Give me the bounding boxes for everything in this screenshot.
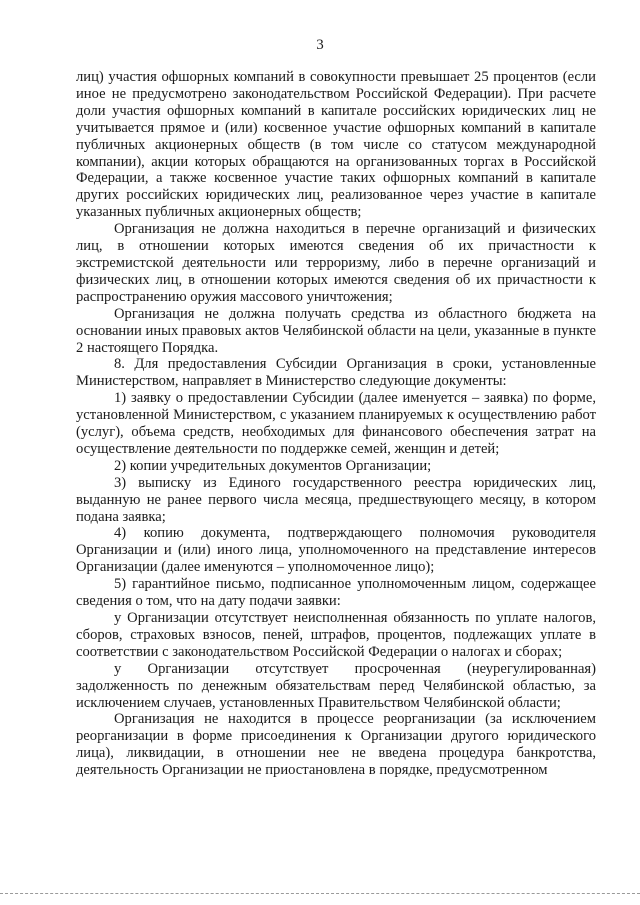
list-item: 4) копию документа, подтверждающего полномочия руководителя Организации и (или) иного лица, уполномоченного на представление интересов Организации (далее именуются – уполномоченное лицо); xyxy=(76,525,596,576)
paragraph: у Организации отсутствует просроченная (неурегулированная) задолженность по денежным обязательствам перед Челябинской областью, за исключением случаев, установленных Правительством Челябинской области; xyxy=(76,660,596,711)
list-item: 2) копии учредительных документов Организации; xyxy=(114,457,432,474)
page-bottom-divider xyxy=(0,893,640,894)
list-item: 5) гарантийное письмо, подписанное уполномоченным лицом, содержащее сведения о том, что на дату подачи заявки: xyxy=(76,576,596,610)
list-item: 1) заявку о предоставлении Субсидии (далее именуется – заявка) по форме, установленной Министерством, с указанием планируемых к осуществлению работ (услуг), объема средств, необходимых для финансового обеспечения затрат на осуществление деятельности по поддержке семей, женщин и детей; xyxy=(76,390,596,457)
paragraph: Организация не должна находиться в перечне организаций и физических лиц, в отношении которых имеются сведения об их причастности к экстремистской деятельности или терроризму, либо в перечне организаций и физических лиц, в отношении которых имеются сведения об их причастности к распространению оружия массового уничтожения; xyxy=(76,221,596,305)
paragraph: 8. Для предоставления Субсидии Организация в сроки, установленные Министерством, направляет в Министерство следующие документы: xyxy=(76,356,596,390)
paragraph: Организация не должна получать средства из областного бюджета на основании иных правовых актов Челябинской области на цели, указанные в пункте 2 настоящего Порядка. xyxy=(76,305,596,356)
page-number: 3 xyxy=(316,37,324,53)
paragraph: у Организации отсутствует неисполненная обязанность по уплате налогов, сборов, страховых взносов, пеней, штрафов, процентов, подлежащих уплате в соответствии с законодательством Российской Федерации о налогах и сборах; xyxy=(76,610,596,660)
list-item: 3) выписку из Единого государственного реестра юридических лиц, выданную не ранее первого числа месяца, предшествующего месяцу, в котором подана заявка; xyxy=(76,474,596,525)
document-body xyxy=(76,69,596,779)
paragraph: Организация не находится в процессе реорганизации (за исключением реорганизации в форме присоединения к Организации другого юридического лица), ликвидации, в отношении нее не введена процедура банкротства, деятельность Организации не приостановлена в порядке, предусмотренном xyxy=(76,711,596,779)
paragraph: лиц) участия офшорных компаний в совокупности превышает 25 процентов (если иное не предусмотрено законодательством Российской Федерации). При расчете доли участия офшорных компаний в капитале российских юридических лиц не учитывается прямое и (или) косвенное участие офшорных компаний в капитале публичных акционерных обществ (в том числе со статусом международной компании), акции которых обращаются на организованных торгах в Российской Федерации, а также косвенное участие таких офшорных компаний в капитале других российских юридических лиц, реализованное через участие в капитале указанных публичных акционерных обществ; xyxy=(76,69,596,221)
